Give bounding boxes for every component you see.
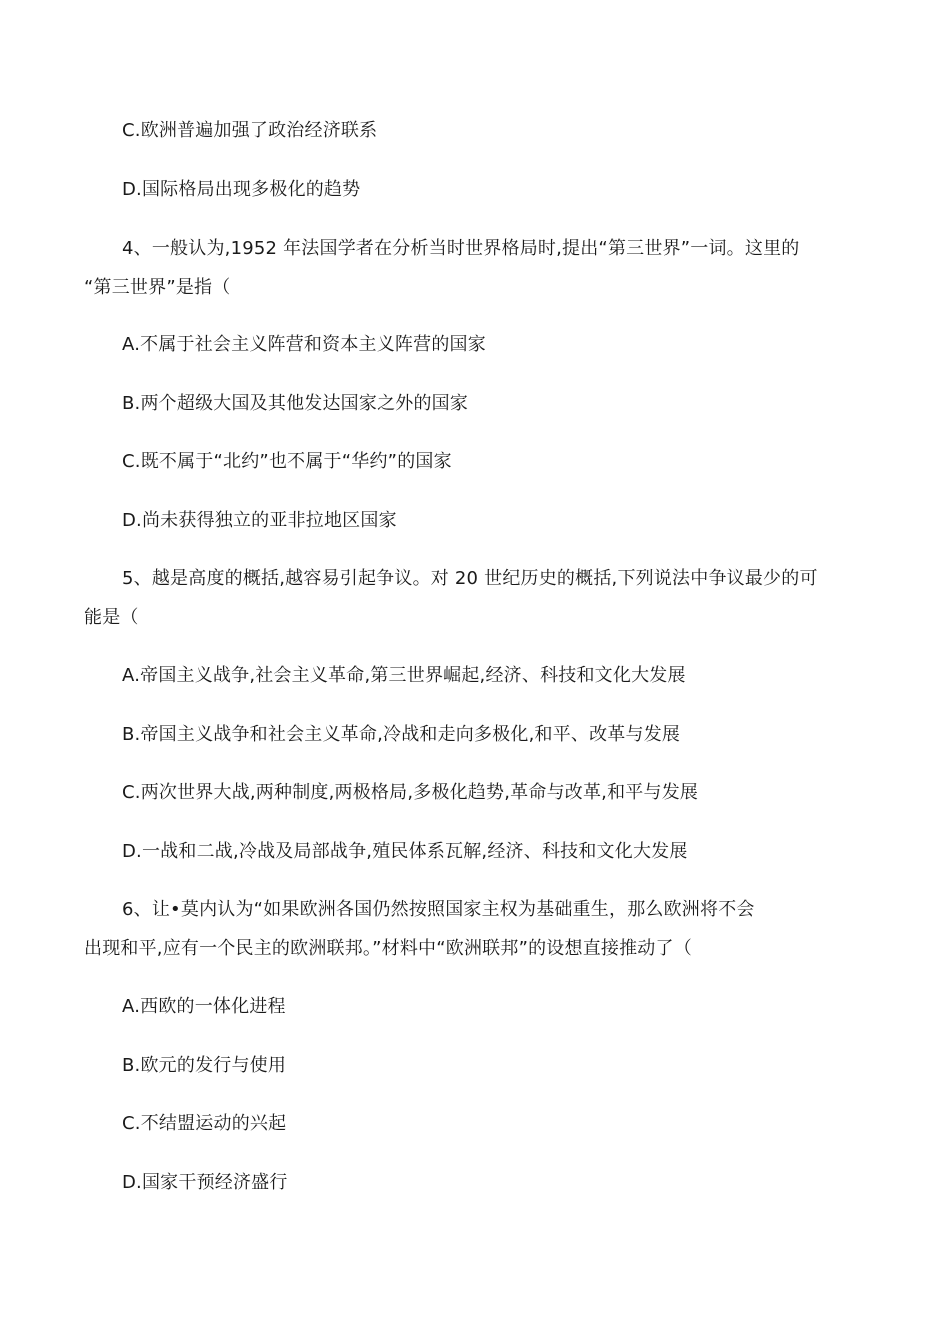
question-6-stem-line1: 6、让•莫内认为“如果欧洲各国仍然按照国家主权为基础重生，那么欧洲将不会 xyxy=(122,899,755,920)
question-5-stem-line1: 5、越是高度的概括,越容易引起争议。对 20 世纪历史的概括,下列说法中争议最少的可 xyxy=(122,568,818,589)
prev-option-c: C.欧洲普遍加强了政治经济联系 xyxy=(122,120,378,141)
question-4-stem-line1: 4、一般认为,1952 年法国学者在分析当时世界格局时,提出“第三世界”一词。这里的 xyxy=(122,238,800,259)
question-6-option-c: C.不结盟运动的兴起 xyxy=(122,1113,287,1134)
question-6-option-b: B.欧元的发行与使用 xyxy=(122,1055,287,1076)
question-4-stem-line2: “第三世界”是指（ xyxy=(84,277,231,298)
question-6-stem-line2: 出现和平,应有一个民主的欧洲联邦。”材料中“欧洲联邦”的设想直接推动了（ xyxy=(84,938,692,959)
question-4-option-d: D.尚未获得独立的亚非拉地区国家 xyxy=(122,510,397,531)
question-4-option-a: A.不属于社会主义阵营和资本主义阵营的国家 xyxy=(122,334,486,355)
question-6-option-a: A.西欧的一体化进程 xyxy=(122,996,286,1017)
prev-option-d: D.国际格局出现多极化的趋势 xyxy=(122,179,361,200)
question-4-option-b: B.两个超级大国及其他发达国家之外的国家 xyxy=(122,393,469,414)
question-5-option-a: A.帝国主义战争,社会主义革命,第三世界崛起,经济、科技和文化大发展 xyxy=(122,665,686,686)
question-5-option-d: D.一战和二战,冷战及局部战争,殖民体系瓦解,经济、科技和文化大发展 xyxy=(122,841,688,862)
question-4-option-c: C.既不属于“北约”也不属于“华约”的国家 xyxy=(122,451,452,472)
question-6-option-d: D.国家干预经济盛行 xyxy=(122,1172,288,1193)
question-5-option-b: B.帝国主义战争和社会主义革命,冷战和走向多极化,和平、改革与发展 xyxy=(122,724,681,745)
question-5-option-c: C.两次世界大战,两种制度,两极格局,多极化趋势,革命与改革,和平与发展 xyxy=(122,782,699,803)
question-5-stem-line2: 能是（ xyxy=(84,607,139,628)
